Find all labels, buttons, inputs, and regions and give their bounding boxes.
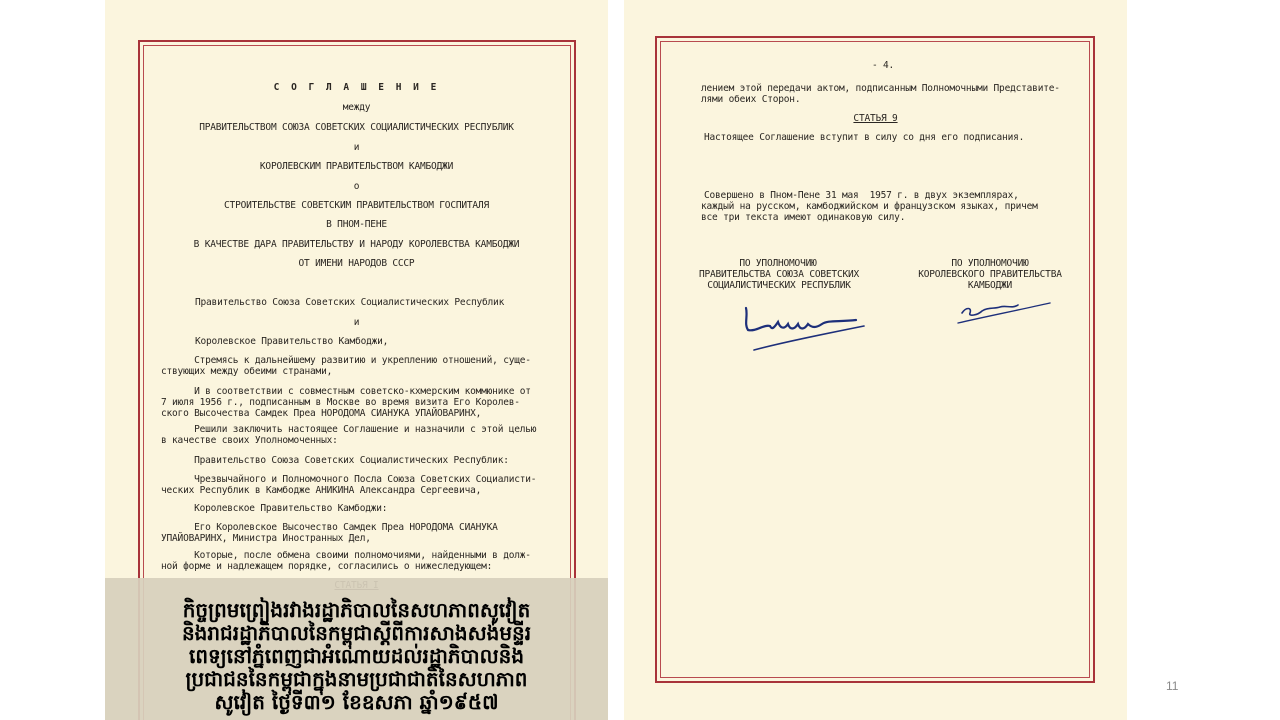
body-line: Стремясь к дальнейшему развитию и укреплению отношений, суще- [161, 355, 531, 366]
doc-title: С О Г Л А Ш Е Н И Е [273, 82, 440, 93]
slide-number: 11 [1166, 679, 1179, 693]
caption-line: ប្រជាជននៃកម្ពុជាក្នុងនាមប្រជាជាតិនៃសហភាព [185, 667, 528, 691]
header-line: и [353, 142, 360, 153]
body-line: Чрезвычайного и Полномочного Посла Союза Советских Социалисти- [161, 474, 537, 485]
signatory-line: ПО УПОЛНОМОЧИЮ [739, 258, 817, 269]
body-line: Королевское Правительство Камбоджи, [195, 336, 389, 347]
article-text: Настоящее Соглашение вступит в силу со дня его подписания. [704, 132, 1025, 143]
page-number: - 4. [872, 60, 895, 71]
header-line: В ПНОМ-ПЕНЕ [326, 219, 387, 230]
header-line: о [353, 181, 360, 192]
article-heading: СТАТЬЯ 9 [853, 113, 898, 124]
signatory-line: ПРАВИТЕЛЬСТВА СОЮЗА СОВЕТСКИХ [698, 269, 860, 280]
caption-line: កិច្ចព្រមព្រៀងរវាងរដ្ឋាភិបាលនៃសហភាពសូវៀត [182, 598, 531, 622]
signature-left [734, 298, 874, 358]
body-line: УПАЙОВАРИНХ, Министра Иностранных Дел, [161, 533, 371, 544]
body-line: Решили заключить настоящее Соглашение и назначили с этой целью [161, 424, 537, 435]
signatory-line: КОРОЛЕВСКОГО ПРАВИТЕЛЬСТВА [918, 269, 1062, 280]
caption-line: និងរាជរដ្ឋាភិបាលនៃកម្ពុជាស្តីពីការសាងសង់មន្ទីរ [181, 621, 532, 645]
header-line: КОРОЛЕВСКИМ ПРАВИТЕЛЬСТВОМ КАМБОДЖИ [259, 161, 454, 172]
khmer-caption [105, 578, 608, 720]
body-line: И в соответствии с совместным советско-кхмерским коммюнике от [161, 386, 531, 397]
done-text-line: каждый на русском, камбоджийском и французском языках, причем [701, 201, 1038, 212]
done-text-line: Совершено в Пном-Пене 31 мая 1957 г. в двух экземплярах, [704, 190, 1019, 201]
body-line: Которые, после обмена своими полномочиями, найденными в долж- [161, 550, 531, 561]
signatory-line: КАМБОДЖИ [967, 280, 1013, 291]
body-line: лением этой передачи актом, подписанным Полномочными Представите- [701, 83, 1060, 94]
body-line: 7 июля 1956 г., подписанным в Москве во время визита Его Королев- [161, 397, 520, 408]
body-line: и [353, 317, 360, 328]
body-line: в качестве своих Уполномоченных: [161, 435, 338, 446]
signature-right [954, 295, 1054, 330]
header-line: СТРОИТЕЛЬСТВЕ СОВЕТСКИМ ПРАВИТЕЛЬСТВОМ ГОСПИТАЛЯ [224, 200, 489, 211]
header-line: ПРАВИТЕЛЬСТВОМ СОЮЗА СОВЕТСКИХ СОЦИАЛИСТИЧЕСКИХ РЕСПУБЛИК [199, 122, 514, 133]
caption-line: សូវៀត ថ្ងៃទី៣១ ខែឧសភា ឆ្នាំ១៩៥៧ [214, 690, 499, 714]
body-line: Королевское Правительство Камбоджи: [161, 503, 388, 514]
header-line: В КАЧЕСТВЕ ДАРА ПРАВИТЕЛЬСТВУ И НАРОДУ КОРОЛЕВСТВА КАМБОДЖИ [193, 239, 520, 250]
body-line: ствующих между обеими странами, [161, 366, 333, 377]
signatory-line: СОЦИАЛИСТИЧЕСКИХ РЕСПУБЛИК [707, 280, 851, 291]
signatory-line: ПО УПОЛНОМОЧИЮ [951, 258, 1029, 269]
header-line: ОТ ИМЕНИ НАРОДОВ СССР [298, 258, 415, 269]
body-line: Правительство Союза Советских Социалистических Республик [195, 297, 505, 308]
document-page-right [624, 0, 1127, 720]
body-line: ческих Республик в Камбодже АНИКИНА Александра Сергеевича, [161, 485, 482, 496]
done-text-line: все три текста имеют одинаковую силу. [701, 212, 906, 223]
body-line: лями обеих Сторон. [701, 94, 801, 105]
header-line: между [342, 102, 371, 113]
body-line: ной форме и надлежащем порядке, согласились о нижеследующем: [161, 561, 493, 572]
body-line: Правительство Союза Советских Социалистических Республик: [161, 455, 509, 466]
caption-line: ពេទ្យនៅភ្នំពេញជាអំណោយដល់រដ្ឋាភិបាលនិង [188, 644, 525, 668]
body-line: Его Королевское Высочество Самдек Преа НОРОДОМА СИАНУКА [161, 522, 498, 533]
body-line: ского Высочества Самдек Преа НОРОДОМА СИАНУКА УПАЙОВАРИНХ, [161, 408, 482, 419]
